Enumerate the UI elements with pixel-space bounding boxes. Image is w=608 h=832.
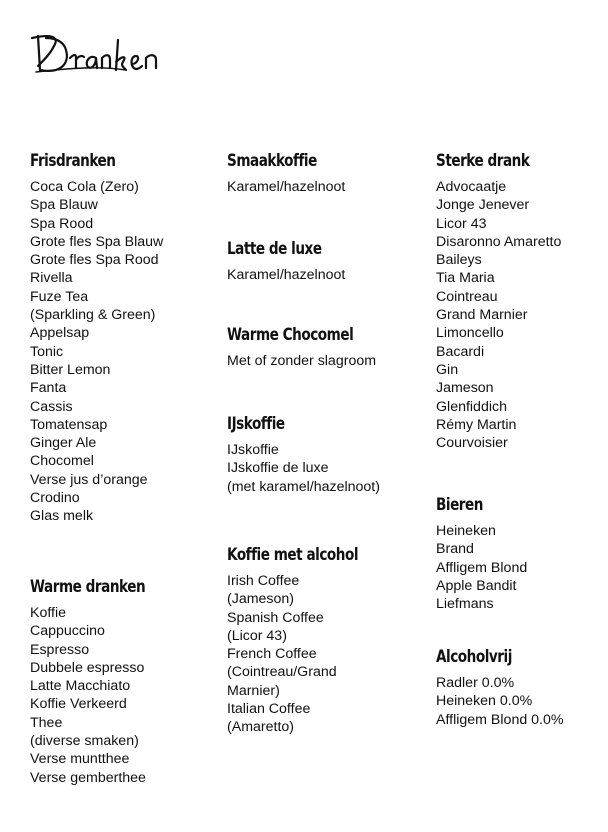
- menu-item: Rémy Martin: [436, 416, 517, 433]
- section-alcoholvrij: [436, 646, 606, 729]
- menu-item: Thee: [30, 714, 63, 731]
- menu-item: (Jameson): [227, 591, 295, 608]
- section-warme-chocomel: [227, 324, 427, 413]
- item-list: [227, 266, 427, 284]
- menu-item: Rivella: [30, 270, 73, 287]
- menu-item: Spanish Coffee: [227, 609, 324, 626]
- menu-item: Irish Coffee: [227, 573, 300, 589]
- menu-item: (Cointreau/Grand: [227, 664, 337, 681]
- section-koffie-met-alcohol: [227, 544, 427, 737]
- section-heading: Koffie met alcohol: [227, 545, 359, 565]
- menu-item: Jameson: [436, 380, 494, 397]
- section-sterke-drank: [436, 150, 606, 494]
- section-heading: Frisdranken: [30, 151, 116, 171]
- menu-item: Affligem Blond 0.0%: [436, 711, 564, 728]
- menu-item: Advocaatje: [436, 179, 507, 195]
- menu-item: Tomatensap: [30, 416, 108, 433]
- menu-item: Heineken: [436, 523, 496, 539]
- menu-item: French Coffee: [227, 646, 317, 663]
- item-list: [227, 441, 427, 496]
- menu-item: Coca Cola (Zero): [30, 179, 139, 195]
- menu-item: Cassis: [30, 398, 73, 415]
- menu-item: Jonge Jenever: [436, 197, 530, 214]
- menu-item: Verse gemberthee: [30, 769, 146, 786]
- menu-item: Grand Marnier: [436, 307, 528, 324]
- menu-item: Grote fles Spa Blauw: [30, 233, 164, 250]
- menu-item: Dubbele espresso: [30, 659, 145, 676]
- menu-item: Espresso: [30, 641, 90, 658]
- menu-item: Bitter Lemon: [30, 361, 111, 378]
- menu-item: (met karamel/hazelnoot): [227, 478, 380, 495]
- item-list: [227, 572, 427, 737]
- menu-item: (Sparkling & Green): [30, 307, 156, 324]
- section-heading: Warme dranken: [30, 577, 146, 597]
- menu-item: Italian Coffee: [227, 701, 311, 718]
- menu-item: Brand: [436, 541, 474, 558]
- item-list: [436, 674, 606, 729]
- menu-item: Gin: [436, 361, 459, 378]
- section-heading: IJskoffie: [227, 414, 285, 434]
- column-middle: [227, 150, 427, 737]
- section-frisdranken: [30, 150, 220, 576]
- menu-item: Tonic: [30, 343, 64, 360]
- item-list: [436, 178, 606, 452]
- menu-item: Marnier): [227, 682, 280, 699]
- item-list: [227, 352, 427, 370]
- menu-item: Verse jus d’orange: [30, 471, 148, 488]
- menu-item: Licor 43: [436, 215, 487, 232]
- menu-item: Cappuccino: [30, 623, 105, 640]
- menu-item: Baileys: [436, 252, 482, 269]
- menu-item: Bacardi: [436, 343, 485, 360]
- section-smaakkoffie: [227, 150, 427, 238]
- menu-item: Crodino: [30, 490, 80, 507]
- menu-item: Appelsap: [30, 325, 90, 342]
- section-ijskoffie: [227, 413, 427, 544]
- menu-item: IJskoffie de luxe: [227, 460, 329, 477]
- section-heading: Bieren: [436, 495, 483, 515]
- column-left: [30, 150, 220, 787]
- section-heading: Latte de luxe: [227, 239, 322, 259]
- menu-item: Limoncello: [436, 325, 504, 342]
- dranken-script-logo: [30, 24, 170, 80]
- section-heading: Warme Chocomel: [227, 325, 354, 345]
- item-list: [30, 604, 220, 787]
- menu-item: Verse muntthee: [30, 751, 130, 768]
- menu-item: Chocomel: [30, 453, 94, 470]
- menu-item: Glas melk: [30, 508, 94, 525]
- menu-item: Grote fles Spa Rood: [30, 252, 159, 269]
- menu-item: Spa Rood: [30, 215, 94, 232]
- menu-item: Liefmans: [436, 596, 494, 613]
- menu-item: Spa Blauw: [30, 197, 98, 214]
- section-heading: Sterke drank: [436, 151, 530, 171]
- column-right: [436, 150, 606, 729]
- item-list: [30, 178, 220, 526]
- section-warme-dranken: [30, 576, 220, 787]
- menu-item: (diverse smaken): [30, 733, 139, 750]
- section-latte-de-luxe: [227, 238, 427, 324]
- menu-item: IJskoffie: [227, 442, 279, 458]
- page-title-logo: [30, 24, 170, 80]
- menu-item: Karamel/hazelnoot: [227, 267, 346, 283]
- menu-item: Latte Macchiato: [30, 678, 131, 695]
- section-heading: Smaakkoffie: [227, 151, 317, 171]
- menu-item: Affligem Blond: [436, 559, 528, 576]
- menu-item: Koffie Verkeerd: [30, 696, 127, 713]
- menu-item: Heineken 0.0%: [436, 693, 533, 710]
- menu-item: (Licor 43): [227, 627, 287, 644]
- item-list: [227, 178, 427, 196]
- menu-item: Apple Bandit: [436, 577, 517, 594]
- menu-item: Disaronno Amaretto: [436, 233, 562, 250]
- menu-item: Courvoisier: [436, 435, 508, 452]
- menu-item: Radler 0.0%: [436, 675, 515, 691]
- menu-item: Fanta: [30, 380, 67, 397]
- menu-item: Met of zonder slagroom: [227, 353, 377, 369]
- section-bieren: [436, 494, 606, 646]
- menu-item: Koffie: [30, 605, 67, 621]
- menu-item: Glenfiddich: [436, 398, 507, 415]
- menu-item: Tia Maria: [436, 270, 495, 287]
- menu-item: Cointreau: [436, 288, 498, 305]
- menu-item: Fuze Tea: [30, 288, 89, 305]
- menu-item: (Amaretto): [227, 719, 295, 736]
- menu-item: Karamel/hazelnoot: [227, 179, 346, 195]
- item-list: [436, 522, 606, 613]
- menu-item: Ginger Ale: [30, 435, 97, 452]
- section-heading: Alcoholvrij: [436, 647, 512, 667]
